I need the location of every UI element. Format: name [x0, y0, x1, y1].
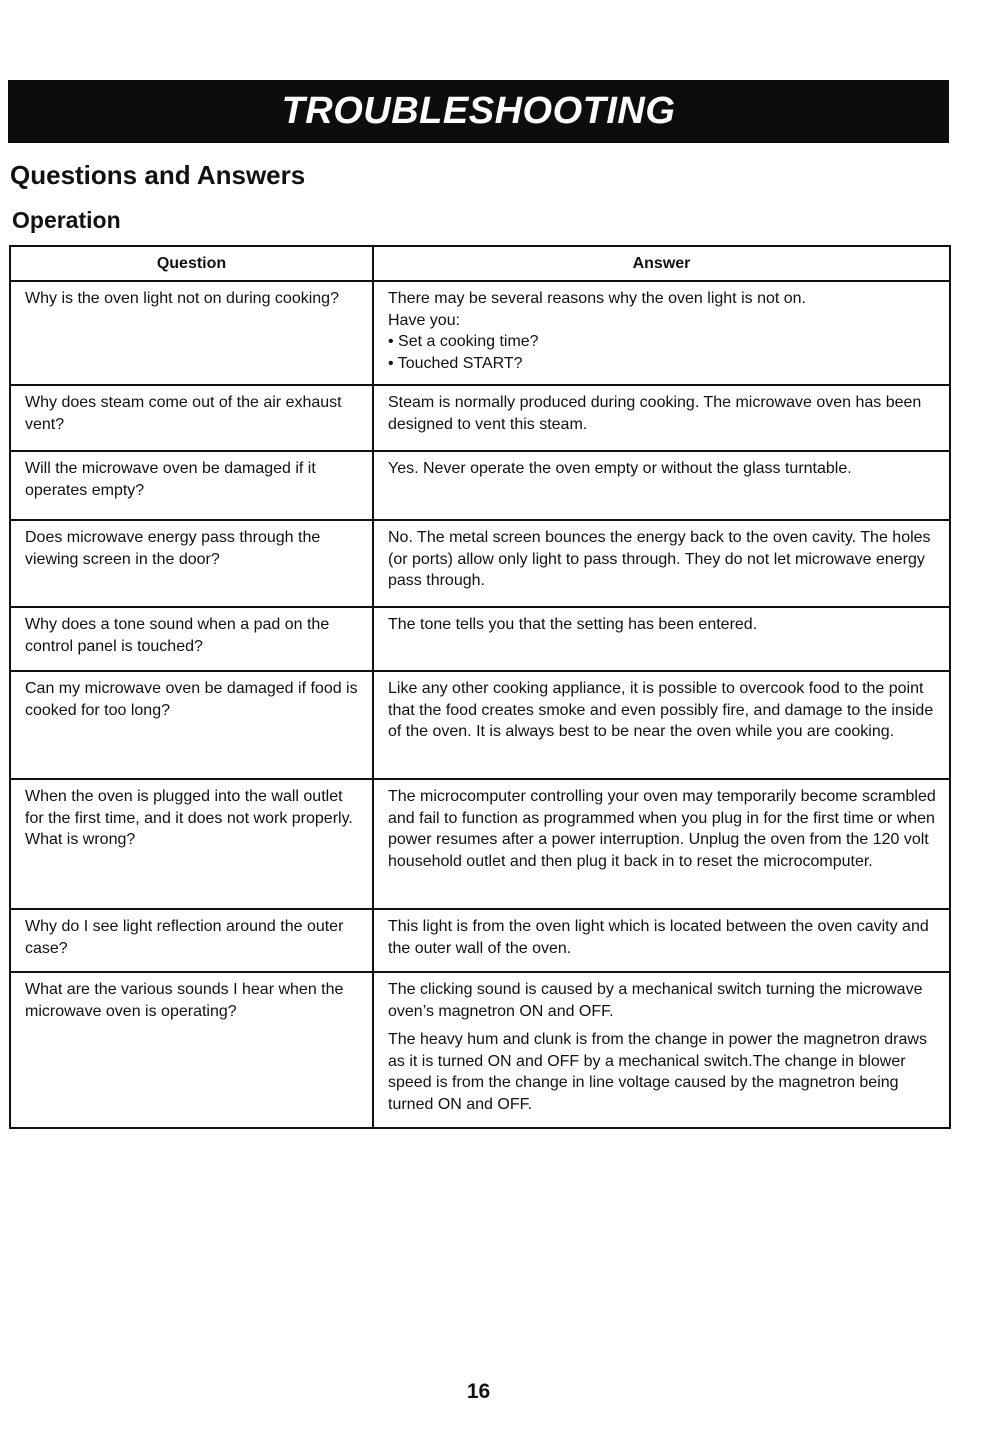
question-cell: When the oven is plugged into the wall outlet for the first time, and it does not work properly. What is wrong? — [10, 779, 373, 909]
table-row — [10, 972, 950, 1128]
answer-cell: The microcomputer controlling your oven may temporarily become scrambled and fail to function as programmed when you plug in for the first time or when power resumes after a power interruption. Unplug the oven from the 120 volt household outlet and then plug it back in to reset the microcomputer. — [373, 779, 950, 909]
question-column-header: Question — [10, 246, 373, 281]
question-cell: Will the microwave oven be damaged if it operates empty? — [10, 451, 373, 520]
answer-cell: Yes. Never operate the oven empty or without the glass turntable. — [373, 451, 950, 520]
table-header-row — [10, 246, 950, 281]
answer-paragraph: The clicking sound is caused by a mechanical switch turning the microwave oven’s magnetron ON and OFF. — [388, 981, 923, 1020]
answer-line: • Touched START? — [388, 354, 523, 372]
table-row — [10, 281, 950, 385]
qa-table — [9, 245, 951, 1129]
page-number: 16 — [466, 1380, 491, 1403]
question-cell: Can my microwave oven be damaged if food is cooked for too long? — [10, 671, 373, 779]
question-cell: Why does a tone sound when a pad on the control panel is touched? — [10, 607, 373, 671]
answer-cell: Like any other cooking appliance, it is possible to overcook food to the point that the food creates smoke and even possibly fire, and damage to the inside of the oven. It is always best to be near the oven while you are cooking. — [373, 671, 950, 779]
troubleshooting-banner: TROUBLESHOOTING — [8, 80, 949, 143]
answer-cell — [373, 972, 950, 1128]
question-cell: What are the various sounds I hear when the microwave oven is operating? — [10, 972, 373, 1128]
section-heading: Questions and Answers — [10, 160, 306, 190]
table-row — [10, 671, 950, 779]
question-cell: Why is the oven light not on during cooking? — [10, 281, 373, 385]
table-row — [10, 779, 950, 909]
table-row — [10, 607, 950, 671]
question-cell: Does microwave energy pass through the viewing screen in the door? — [10, 520, 373, 607]
answer-line: There may be several reasons why the oven light is not on. — [388, 290, 806, 307]
answer-cell: Steam is normally produced during cooking. The microwave oven has been designed to vent this steam. — [373, 385, 950, 451]
answer-cell — [373, 281, 950, 385]
answer-column-header: Answer — [373, 246, 950, 281]
question-cell: Why does steam come out of the air exhaust vent? — [10, 385, 373, 451]
answer-cell: The tone tells you that the setting has been entered. — [373, 607, 950, 671]
table-row — [10, 451, 950, 520]
answer-cell: No. The metal screen bounces the energy back to the oven cavity. The holes (or ports) allow only light to pass through. They do not let microwave energy pass through. — [373, 520, 950, 607]
table-row — [10, 520, 950, 607]
table-row — [10, 385, 950, 451]
answer-cell: This light is from the oven light which is located between the oven cavity and the outer wall of the oven. — [373, 909, 950, 972]
answer-paragraph: The heavy hum and clunk is from the change in power the magnetron draws as it is turned ON and OFF by a mechanical switch.The change in blower speed is from the change in line voltage caused by the magnetron being turned ON and OFF. — [388, 1031, 927, 1113]
answer-line: Have you: — [388, 311, 461, 329]
subsection-heading: Operation — [12, 207, 121, 233]
table-row — [10, 909, 950, 972]
question-cell: Why do I see light reflection around the outer case? — [10, 909, 373, 972]
answer-line: • Set a cooking time? — [388, 333, 539, 350]
